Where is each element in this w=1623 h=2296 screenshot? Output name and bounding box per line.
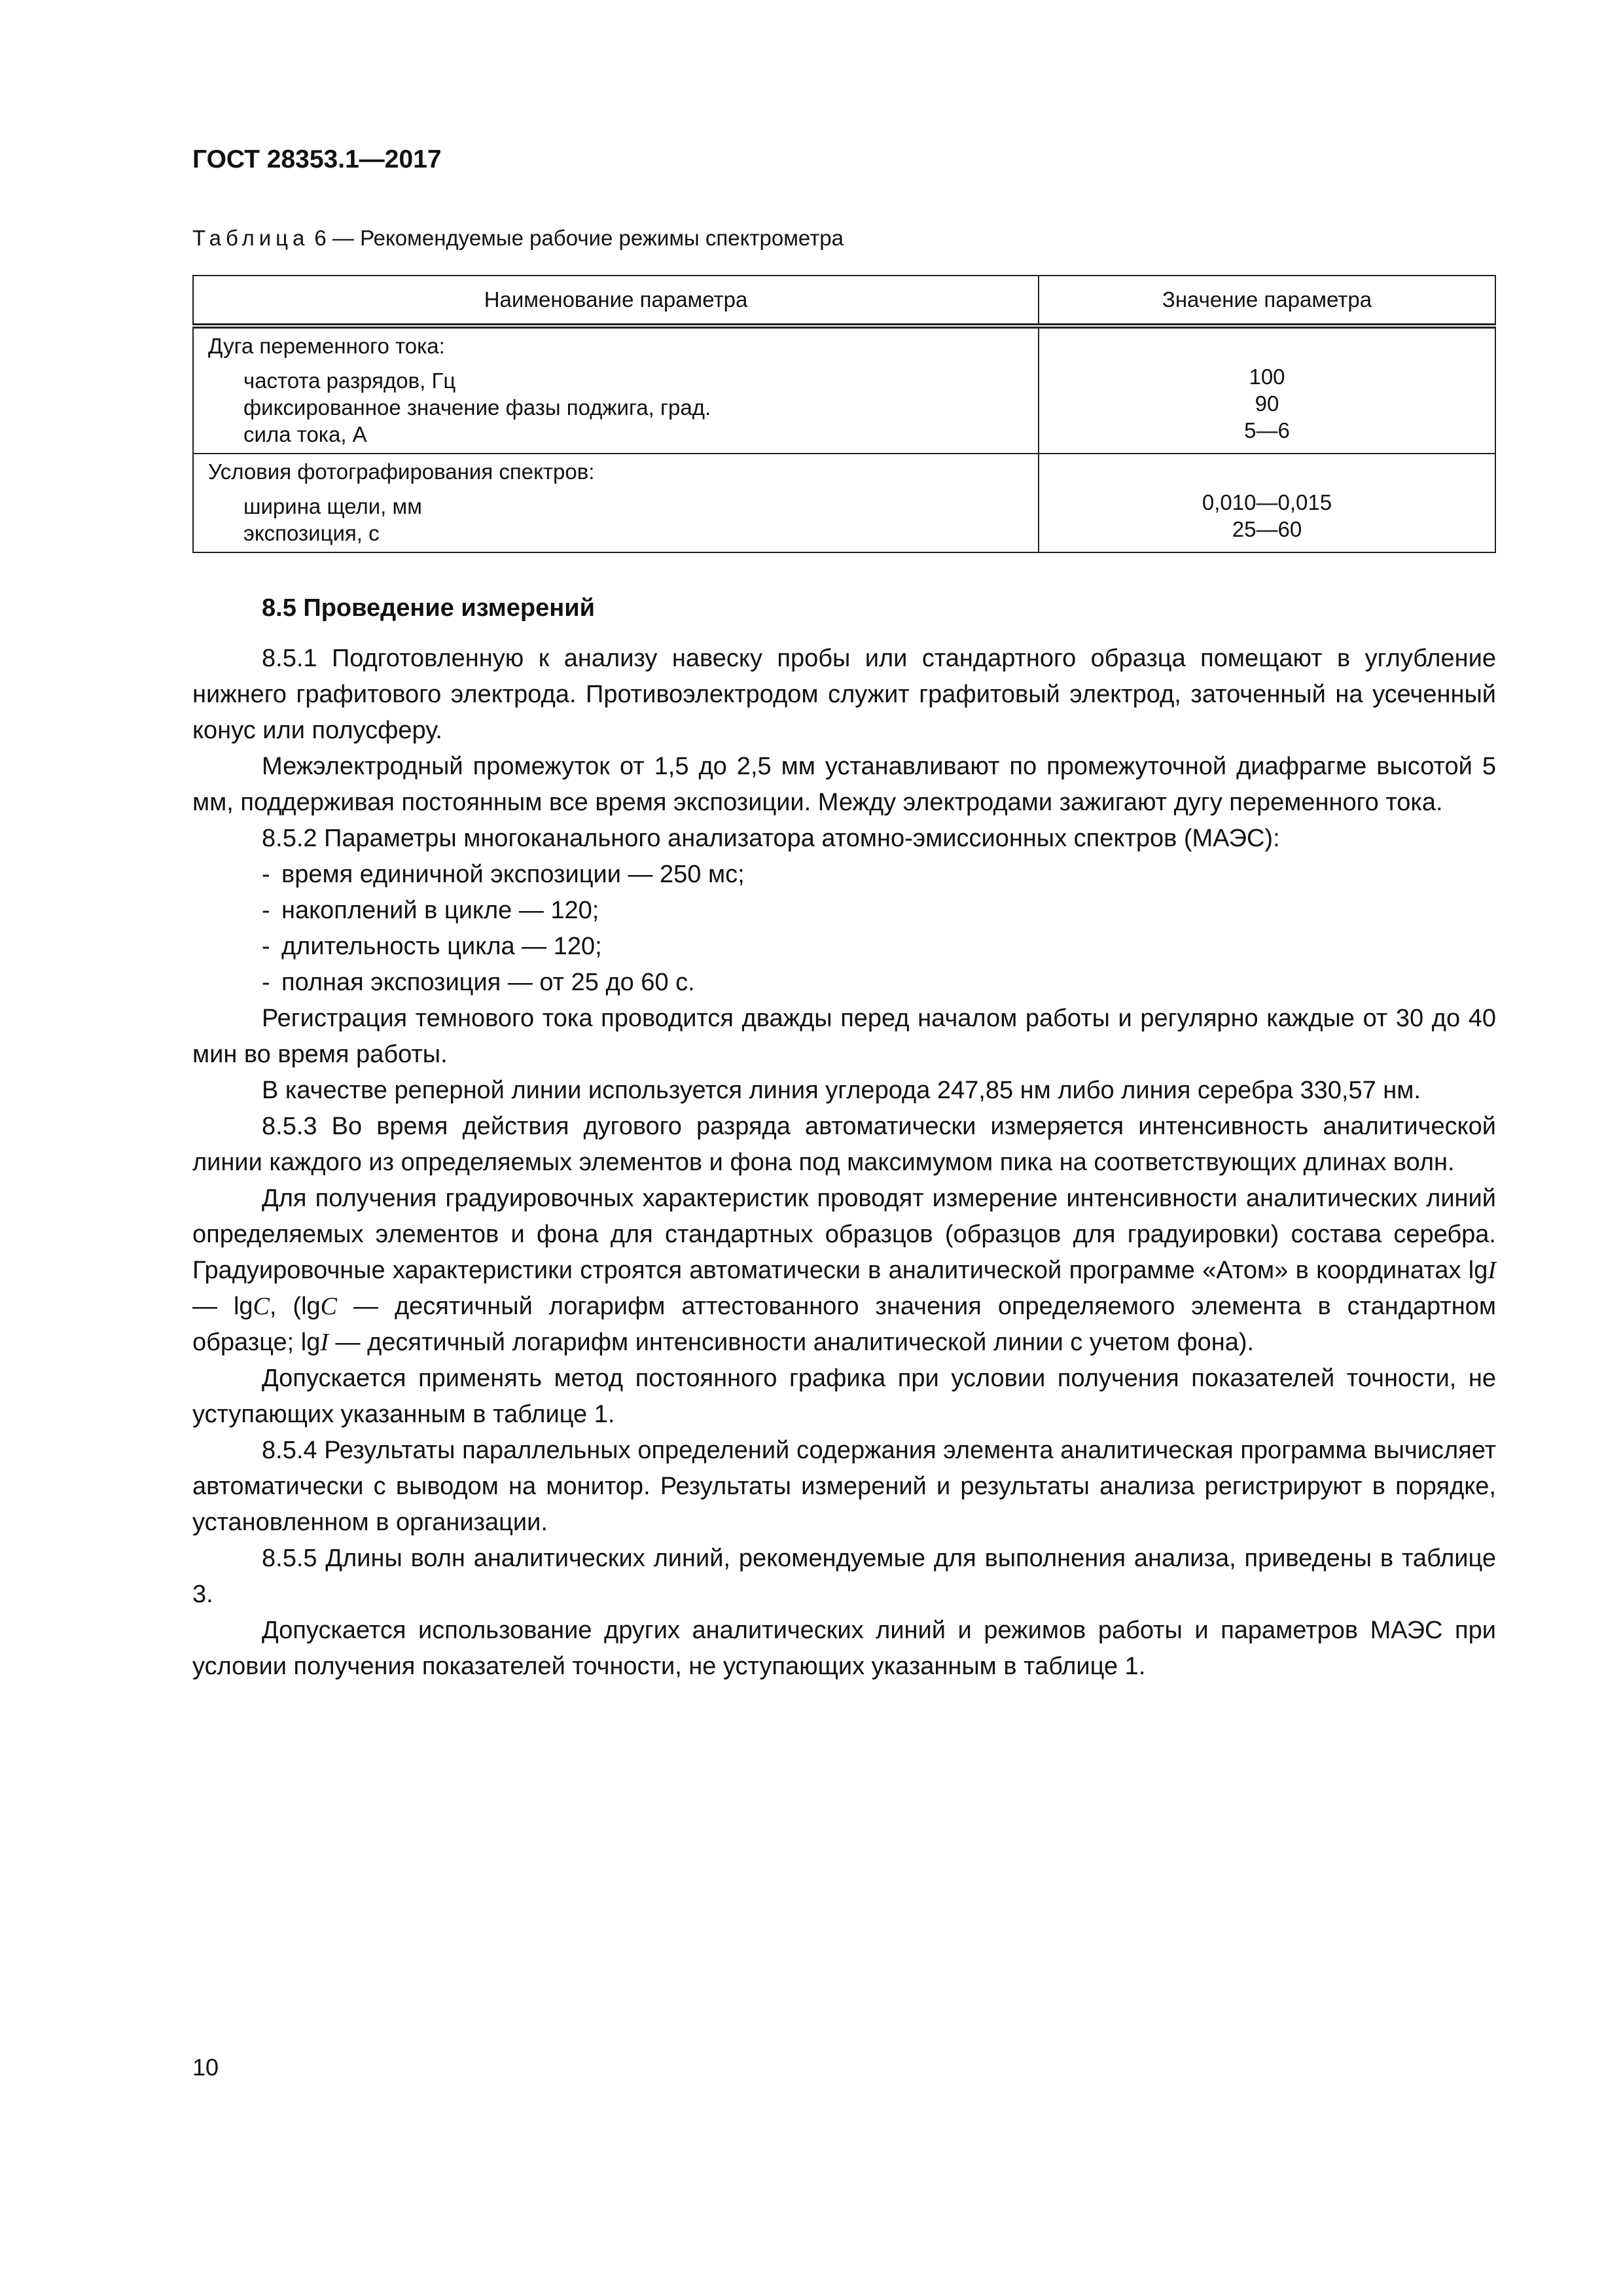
table-row: [193, 454, 1495, 552]
column-header-parameter-value: Значение параметра: [1039, 276, 1495, 326]
paragraph-dark-current: Регистрация темнового тока проводится дважды перед началом работы и регулярно каждые от 30 до 40 мин во время работы.: [192, 1005, 1496, 1068]
table-row: [193, 326, 1495, 454]
group-title: Условия фотографирования спектров:: [208, 459, 595, 484]
parameter-name-cell: [193, 454, 1039, 552]
list-marker: -: [262, 969, 270, 996]
table-header-row: [193, 276, 1495, 326]
paragraph-calibration: Для получения градуировочных характеристик проводят измерение интенсивности аналитических линий определяемых элементов и фона для стандартных образцов (образцов для градуировки) состава серебра. Градуировочные характеристики строятся автоматически в аналитической программе «Атом» в координатах lgI — lgC, (lgC — десятичный логарифм аттестованного значения определяемого элемента в стандартном образце; lgI — десятичный логарифм интенсивности аналитической линии с учетом фона).: [192, 1185, 1496, 1356]
list-marker: -: [262, 897, 270, 924]
list-item: - полная экспозиция — от 25 до 60 с.: [262, 965, 1496, 1001]
parameter-value: 0,010—0,015: [1202, 490, 1332, 514]
section-heading: 8.5 Проведение измерений: [262, 594, 595, 622]
table-caption-number: 6: [314, 226, 327, 250]
table-caption: [192, 226, 844, 251]
paragraph-electrode-gap: Межэлектродный промежуток от 1,5 до 2,5 мм устанавливают по промежуточной диафрагме высотой 5 мм, поддерживая постоянным все время экспозиции. Между электродами зажигают дугу переменного тока.: [192, 753, 1496, 816]
parameter-value: 100: [1249, 365, 1285, 389]
paragraph-reference-line: В качестве реперной линии используется линия углерода 247,85 нм либо линия серебра 330,57 нм.: [262, 1077, 1421, 1104]
parameter-name: частота разрядов, Гц: [243, 368, 456, 393]
paragraph-other-lines: Допускается использование других аналитических линий и режимов работы и параметров МАЭС при условии получения показателей точности, не уступающих указанным в таблице 1.: [192, 1617, 1496, 1680]
parameter-name-cell: [193, 326, 1039, 454]
parameter-value: 25—60: [1232, 517, 1302, 541]
paragraph-8-5-5: 8.5.5 Длины волн аналитических линий, рекомендуемые для выполнения анализа, приведены в таблице 3.: [192, 1545, 1496, 1608]
list-item: - накоплений в цикле — 120;: [262, 893, 1496, 929]
parameters-table: [192, 275, 1496, 553]
table-caption-title: — Рекомендуемые рабочие режимы спектрометра: [332, 226, 844, 250]
section-body: [192, 590, 1496, 1685]
maes-parameters-list: [192, 857, 1496, 1001]
parameter-value: 5—6: [1244, 418, 1290, 442]
parameter-value-cell: [1039, 454, 1495, 552]
paragraph-8-5-3: 8.5.3 Во время действия дугового разряда автоматически измеряется интенсивность аналитической линии каждого из определяемых элементов и фона под максимумом пика на соответствующих длинах волн.: [192, 1113, 1496, 1176]
column-header-parameter-name: Наименование параметра: [193, 276, 1039, 326]
parameter-name: экспозиция, с: [243, 521, 380, 545]
page-number: 10: [192, 2054, 219, 2081]
list-item: - время единичной экспозиции — 250 мс;: [262, 857, 1496, 893]
list-marker: -: [262, 933, 270, 960]
parameter-value: 90: [1255, 391, 1279, 416]
standard-code: ГОСТ 28353.1—2017: [192, 145, 442, 173]
paragraph-constant-graph: Допускается применять метод постоянного графика при условии получения показателей точности, не уступающих указанным в таблице 1.: [192, 1365, 1496, 1428]
list-item: - длительность цикла — 120;: [262, 929, 1496, 965]
parameter-name: сила тока, А: [243, 422, 367, 446]
paragraph-8-5-1: 8.5.1 Подготовленную к анализу навеску пробы или стандартного образца помещают в углубление нижнего графитового электрода. Противоэлектродом служит графитовый электрод, заточенный на усеченный конус или полусферу.: [192, 645, 1496, 744]
parameter-value-cell: [1039, 326, 1495, 454]
parameter-name: ширина щели, мм: [243, 494, 422, 518]
paragraph-8-5-4: 8.5.4 Результаты параллельных определений содержания элемента аналитическая программа вычисляет автоматически с выводом на монитор. Результаты измерений и результаты анализа регистрируют в порядке, установленном в организации.: [192, 1437, 1496, 1536]
table-caption-label: Таблица: [192, 226, 310, 250]
paragraph-8-5-2: 8.5.2 Параметры многоканального анализатора атомно-эмиссионных спектров (МАЭС):: [262, 825, 1280, 852]
parameter-name: фиксированное значение фазы поджига, град.: [243, 395, 711, 420]
list-marker: -: [262, 861, 270, 888]
group-title: Дуга переменного тока:: [208, 334, 445, 358]
